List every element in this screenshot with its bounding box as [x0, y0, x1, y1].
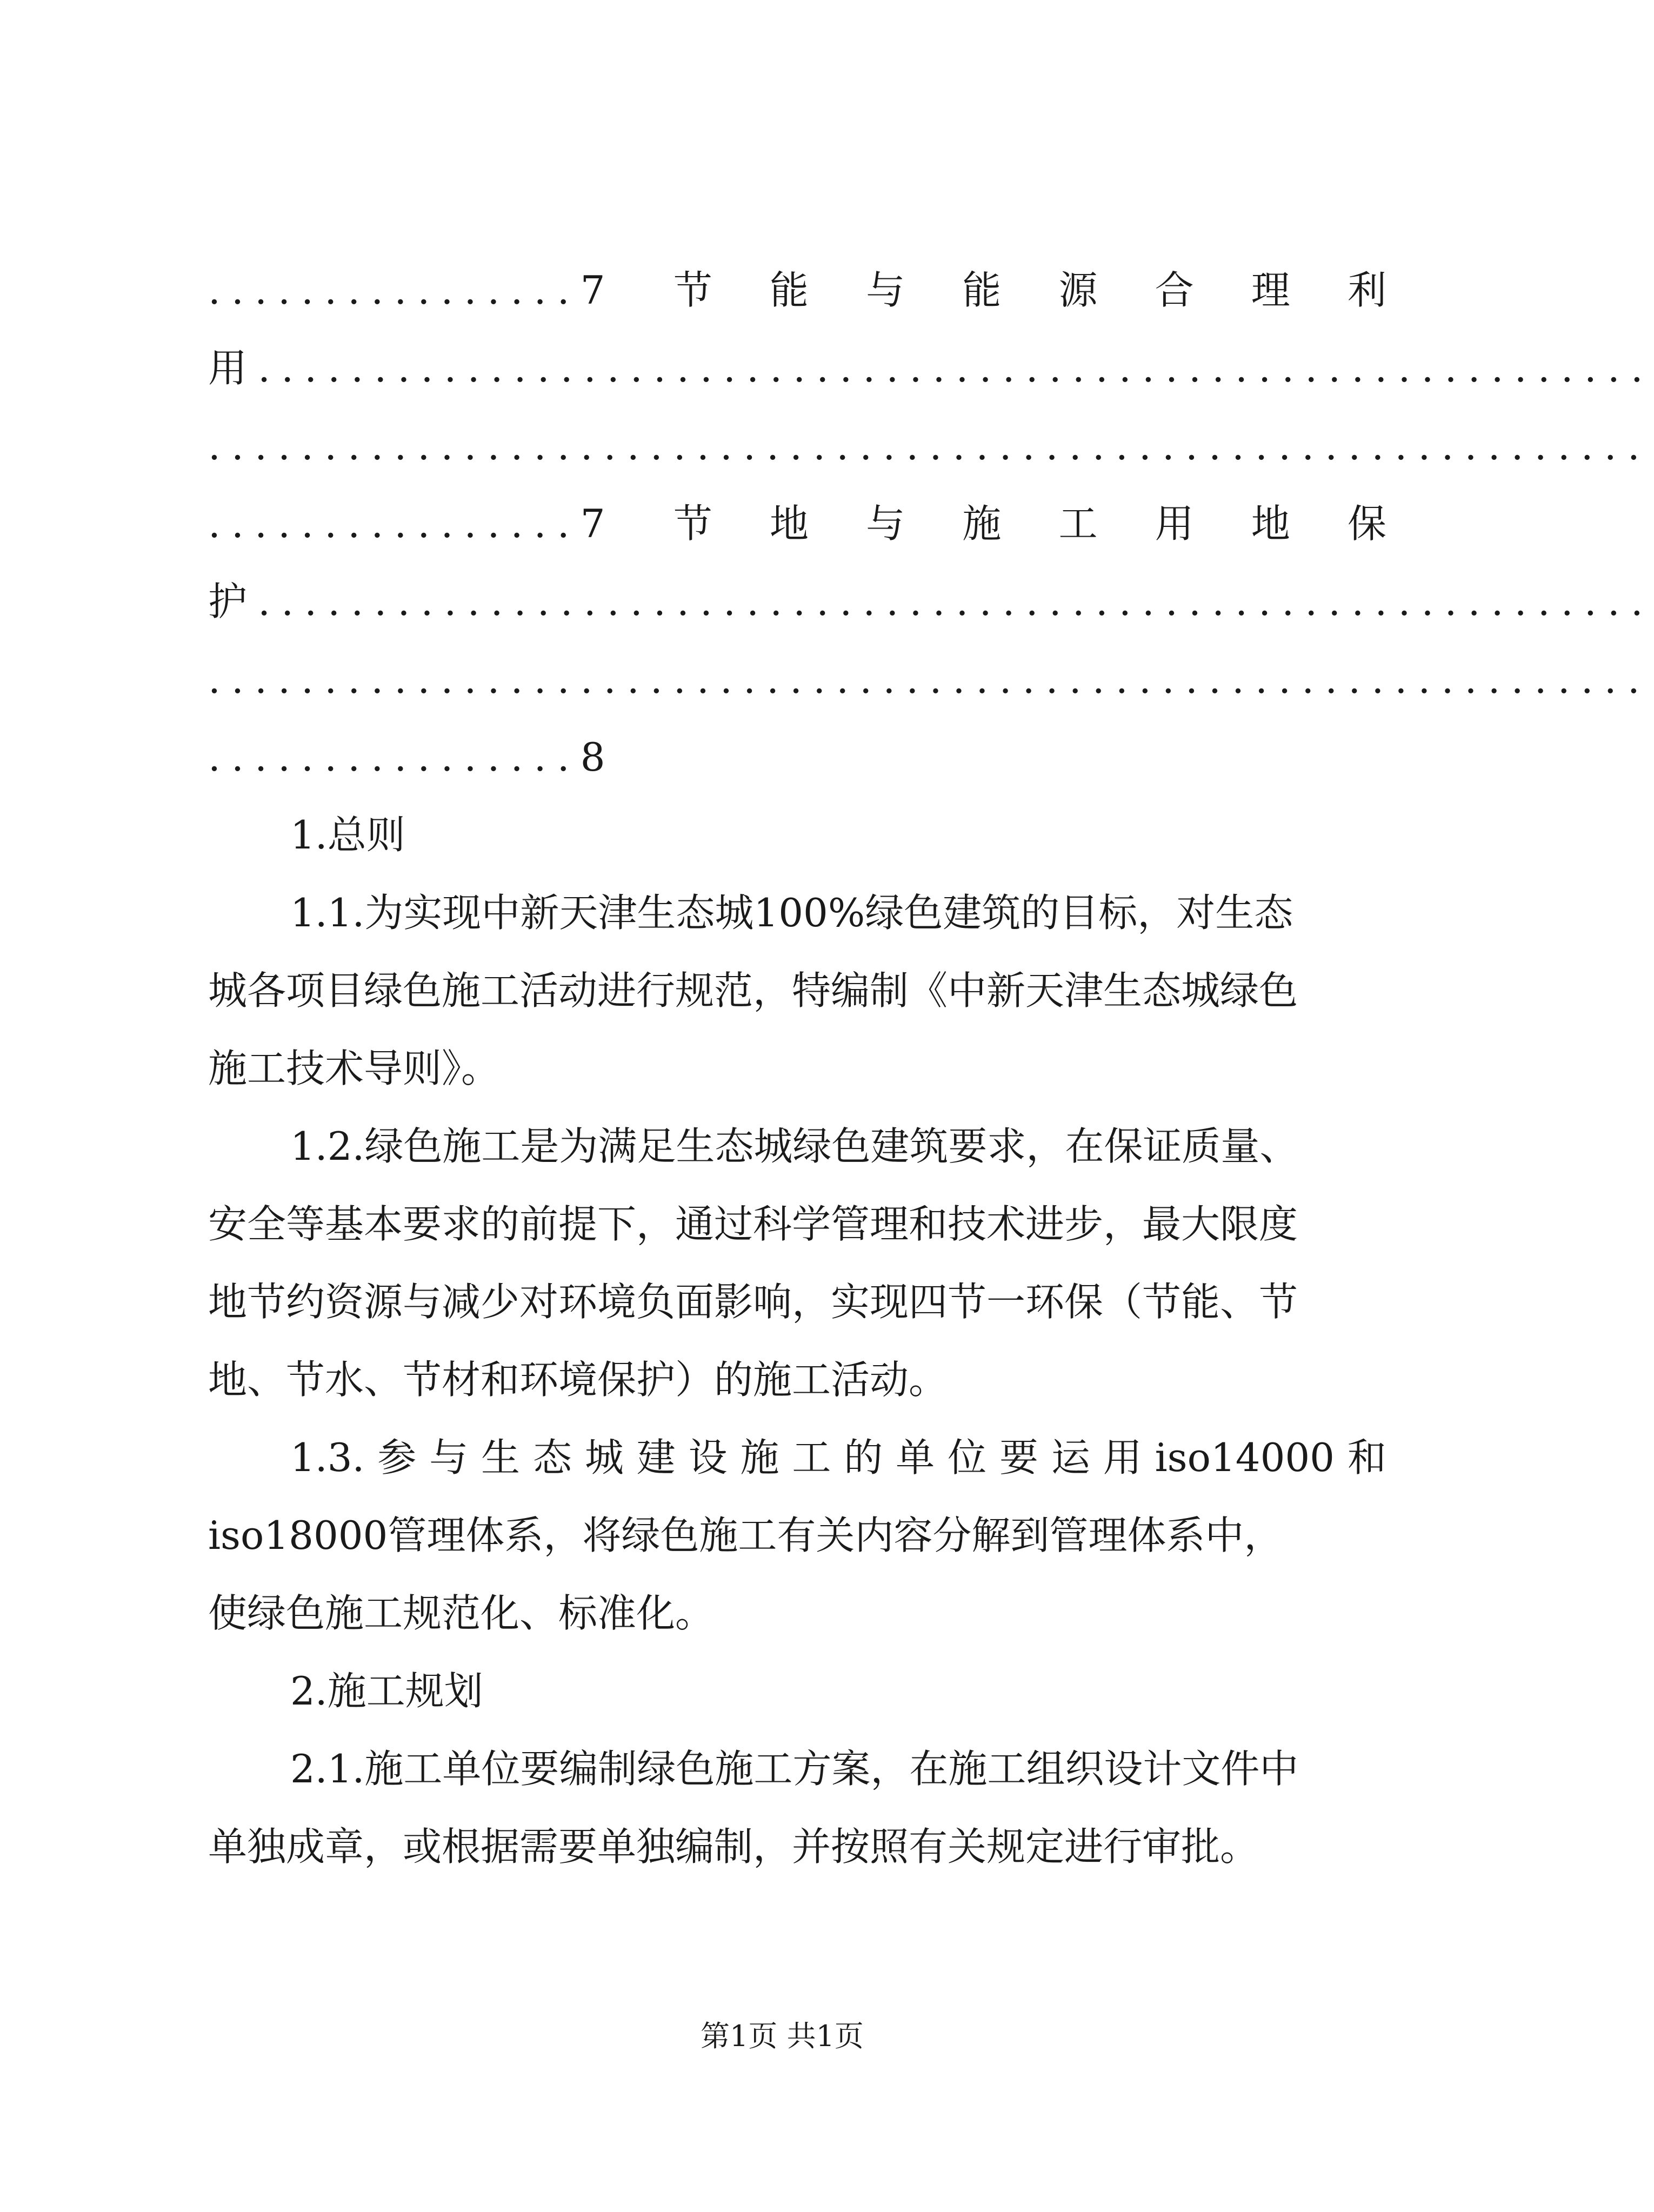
paragraph-segment: 用: [1103, 1435, 1142, 1480]
toc-title-char: 地: [770, 501, 809, 546]
paragraph-segment: 施: [740, 1435, 779, 1480]
paragraph-segment: 工: [792, 1435, 831, 1480]
paragraph-segment: iso14000: [1155, 1435, 1335, 1480]
toc-title-char: 与: [866, 501, 905, 546]
page-footer: 第1页 共1页: [701, 2019, 864, 2053]
paragraph-segment: 1.3.: [290, 1435, 365, 1480]
paragraph-segment: 位: [948, 1435, 987, 1480]
toc-title-char: 保: [1347, 501, 1386, 546]
paragraph-segment: 生: [481, 1435, 521, 1480]
toc-title-char: 源: [1058, 268, 1098, 313]
paragraph-line: 使绿色施工规范化、标准化。: [208, 1590, 715, 1636]
toc-title-char: 能: [962, 268, 1002, 313]
paragraph-segment: 和: [1347, 1435, 1386, 1480]
paragraph-segment: 运: [1051, 1435, 1090, 1480]
toc-title-char: 工: [1058, 501, 1098, 546]
toc-title-char: 节: [673, 268, 712, 313]
toc-title-char: 能: [770, 268, 809, 313]
paragraph-segment: 与: [429, 1435, 469, 1480]
paragraph-segment: 的: [844, 1435, 883, 1480]
section-heading: 1.总则: [290, 812, 405, 858]
paragraph-line: 单独成章，或根据需要单独编制，并按照有关规定进行审批。: [208, 1824, 1259, 1869]
toc-leader-line: ................8: [208, 734, 616, 780]
toc-leader-line: 用............................................................: [208, 345, 1654, 391]
toc-title-char: 地: [1251, 501, 1290, 546]
paragraph-line: 1.1.为实现中新天津生态城100%绿色建筑的目标，对生态: [290, 890, 1293, 935]
toc-title-char: 节: [673, 501, 712, 546]
paragraph-line: 施工技术导则》。: [208, 1046, 501, 1091]
paragraph-segment: 建: [636, 1435, 676, 1480]
paragraph-line: 地节约资源与减少对环境负面影响，实现四节一环保（节能、节: [208, 1279, 1298, 1325]
paragraph-line: 安全等基本要求的前提下，通过科学管理和技术进步，最大限度: [208, 1201, 1298, 1247]
toc-leader-line: 护............................................................: [208, 579, 1654, 624]
toc-leader-dots: ................7: [208, 268, 616, 313]
toc-title-char: 与: [866, 268, 905, 313]
paragraph-segment: 参: [377, 1435, 417, 1480]
toc-title-char: 合: [1155, 268, 1194, 313]
paragraph-line: 2.1.施工单位要编制绿色施工方案，在施工组织设计文件中: [290, 1746, 1299, 1792]
paragraph-segment: 态: [532, 1435, 572, 1480]
paragraph-line: 1.2.绿色施工是为满足生态城绿色建筑要求，在保证质量、: [290, 1124, 1299, 1169]
toc-leader-line: ..............................................................: [208, 657, 1651, 702]
toc-entry-land-dots-line: [208, 494, 1386, 553]
paragraph-segment: 城: [584, 1435, 624, 1480]
toc-title-char: 施: [962, 501, 1002, 546]
toc-title-char: 利: [1347, 268, 1386, 313]
toc-title-char: 用: [1155, 501, 1194, 546]
paragraph-segment: 设: [688, 1435, 728, 1480]
toc-entry-energy-dots-line: [208, 260, 1386, 320]
paragraph-line: 城各项目绿色施工活动进行规范，特编制《中新天津生态城绿色: [208, 968, 1298, 1013]
toc-title-char: 理: [1251, 268, 1290, 313]
toc-leader-line: ..............................................................: [208, 423, 1651, 469]
paragraph-segment: 要: [999, 1435, 1038, 1480]
paragraph-line-justified: [290, 1428, 1386, 1487]
section-heading: 2.施工规划: [290, 1668, 483, 1714]
toc-leader-dots: ................7: [208, 501, 616, 546]
paragraph-line: 地、节水、节材和环境保护）的施工活动。: [208, 1357, 948, 1402]
paragraph-line: iso18000管理体系，将绿色施工有关内容分解到管理体系中，: [208, 1513, 1283, 1558]
paragraph-segment: 单: [896, 1435, 935, 1480]
